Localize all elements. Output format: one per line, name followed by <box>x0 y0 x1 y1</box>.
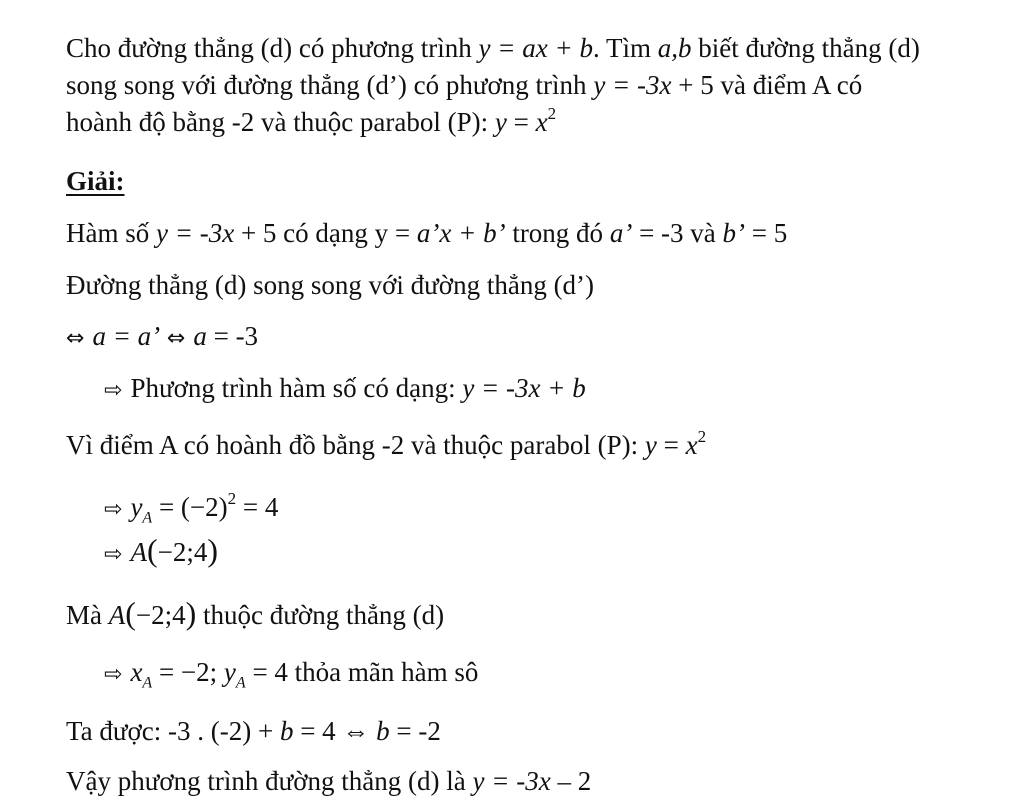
problem-line-3 <box>66 105 556 139</box>
parabol-x: x <box>535 107 548 137</box>
paren-close: ) <box>207 532 218 568</box>
step-text: = 5 <box>745 218 788 248</box>
step-text: = 4 ⇔ <box>293 716 377 746</box>
step-text: có dạng y = <box>276 218 417 248</box>
b-variable: b <box>376 716 390 746</box>
equals-sign: = <box>656 430 686 460</box>
paren-open: ( <box>146 532 158 568</box>
parabol-exponent: 2 <box>547 104 557 123</box>
parabol-x: x <box>685 430 698 460</box>
result: = 4 <box>236 492 279 522</box>
point-a: A <box>108 600 126 630</box>
problem-text: biết đường thẳng (d) <box>691 33 920 63</box>
implies-arrow-icon: ⇨ <box>104 378 123 403</box>
step-text: Phương trình hàm số có dạng: <box>130 373 463 403</box>
x-a: x <box>130 657 143 687</box>
subscript-a: A <box>142 674 153 692</box>
slope-equality: a = a’ <box>92 321 161 351</box>
implies-arrow-icon: ⇨ <box>104 497 123 522</box>
problem-text: và điểm A có <box>713 70 863 100</box>
equation-rest: – 2 <box>550 766 592 796</box>
solution-heading: Giải: <box>66 166 125 196</box>
step-1 <box>66 216 787 250</box>
step-text: Mà <box>66 600 109 630</box>
subscript-a: A <box>235 674 246 692</box>
problem-text: hoành độ bằng -2 và thuộc parabol (P): <box>66 107 495 137</box>
implies-arrow-icon: ⇨ <box>104 662 123 687</box>
slope-variable: a <box>193 321 207 351</box>
step-2: Đường thẳng (d) song song với đường thẳng (d’) <box>66 270 595 300</box>
step-7 <box>104 533 218 572</box>
parabol-y: y <box>494 107 507 137</box>
step-3 <box>66 319 258 356</box>
point-a: A <box>130 537 147 567</box>
step-8 <box>66 596 444 632</box>
line-equation: y = ax + b <box>478 33 593 63</box>
general-form: a’x + b’ <box>416 218 506 248</box>
equation-rest: + 5 <box>671 70 714 100</box>
function-form: y = -3x + b <box>462 373 586 403</box>
a-prime: a’ <box>609 218 633 248</box>
parabol-y: y <box>644 430 657 460</box>
problem-line-1 <box>66 31 920 65</box>
computation: = (−2) <box>152 492 228 522</box>
y-a: y <box>223 657 236 687</box>
b-variable: b <box>279 716 294 746</box>
final-equation: y = -3x <box>472 766 551 796</box>
unknowns: a,b <box>657 33 692 63</box>
equation-rest: + 5 <box>234 218 277 248</box>
step-text: thỏa mãn hàm sô <box>287 657 479 687</box>
step-text: trong đó <box>505 218 610 248</box>
implies-arrow-icon: ⇨ <box>104 542 123 567</box>
subscript-a: A <box>142 509 153 527</box>
step-9 <box>104 655 478 692</box>
step-11-conclusion <box>66 764 591 798</box>
iff-icon: ⇔ <box>166 326 186 351</box>
parallel-line-equation: y = -3x <box>593 70 672 100</box>
y-a: y <box>130 492 143 522</box>
step-text: thuộc đường thẳng (d) <box>196 600 445 630</box>
point-coords: −2;4 <box>135 600 186 630</box>
paren-close: ) <box>185 595 197 631</box>
equals-sign: = <box>506 107 536 137</box>
step-text: Ta được: -3 . (-2) + <box>66 716 280 746</box>
problem-text: Cho đường thẳng (d) có phương trình <box>66 33 479 63</box>
function-equation: y = -3x <box>156 218 235 248</box>
square-exponent: 2 <box>227 489 237 508</box>
step-text: = -2 <box>389 716 441 746</box>
step-text: Vậy phương trình đường thẳng (d) là <box>66 766 473 796</box>
point-coords: −2;4 <box>157 537 208 567</box>
parabol-exponent: 2 <box>697 427 707 446</box>
y-value: = 4 <box>245 657 288 687</box>
problem-line-2 <box>66 68 862 102</box>
step-text: = -3 và <box>632 218 723 248</box>
problem-text: song song với đường thẳng (d’) có phương trình <box>66 70 594 100</box>
slope-value: = -3 <box>206 321 259 351</box>
step-4 <box>104 371 586 408</box>
paren-open: ( <box>125 595 136 631</box>
b-prime: b’ <box>722 218 746 248</box>
step-10 <box>66 714 441 748</box>
step-text: Vì điểm A có hoành đồ bằng -2 và thuộc parabol (P): <box>66 430 645 460</box>
iff-icon: ⇔ <box>66 326 85 351</box>
step-text: Hàm số <box>66 218 156 248</box>
step-6 <box>104 490 278 527</box>
step-5 <box>66 428 706 462</box>
problem-text: . Tìm <box>592 33 658 63</box>
x-value: = −2; <box>152 657 224 687</box>
